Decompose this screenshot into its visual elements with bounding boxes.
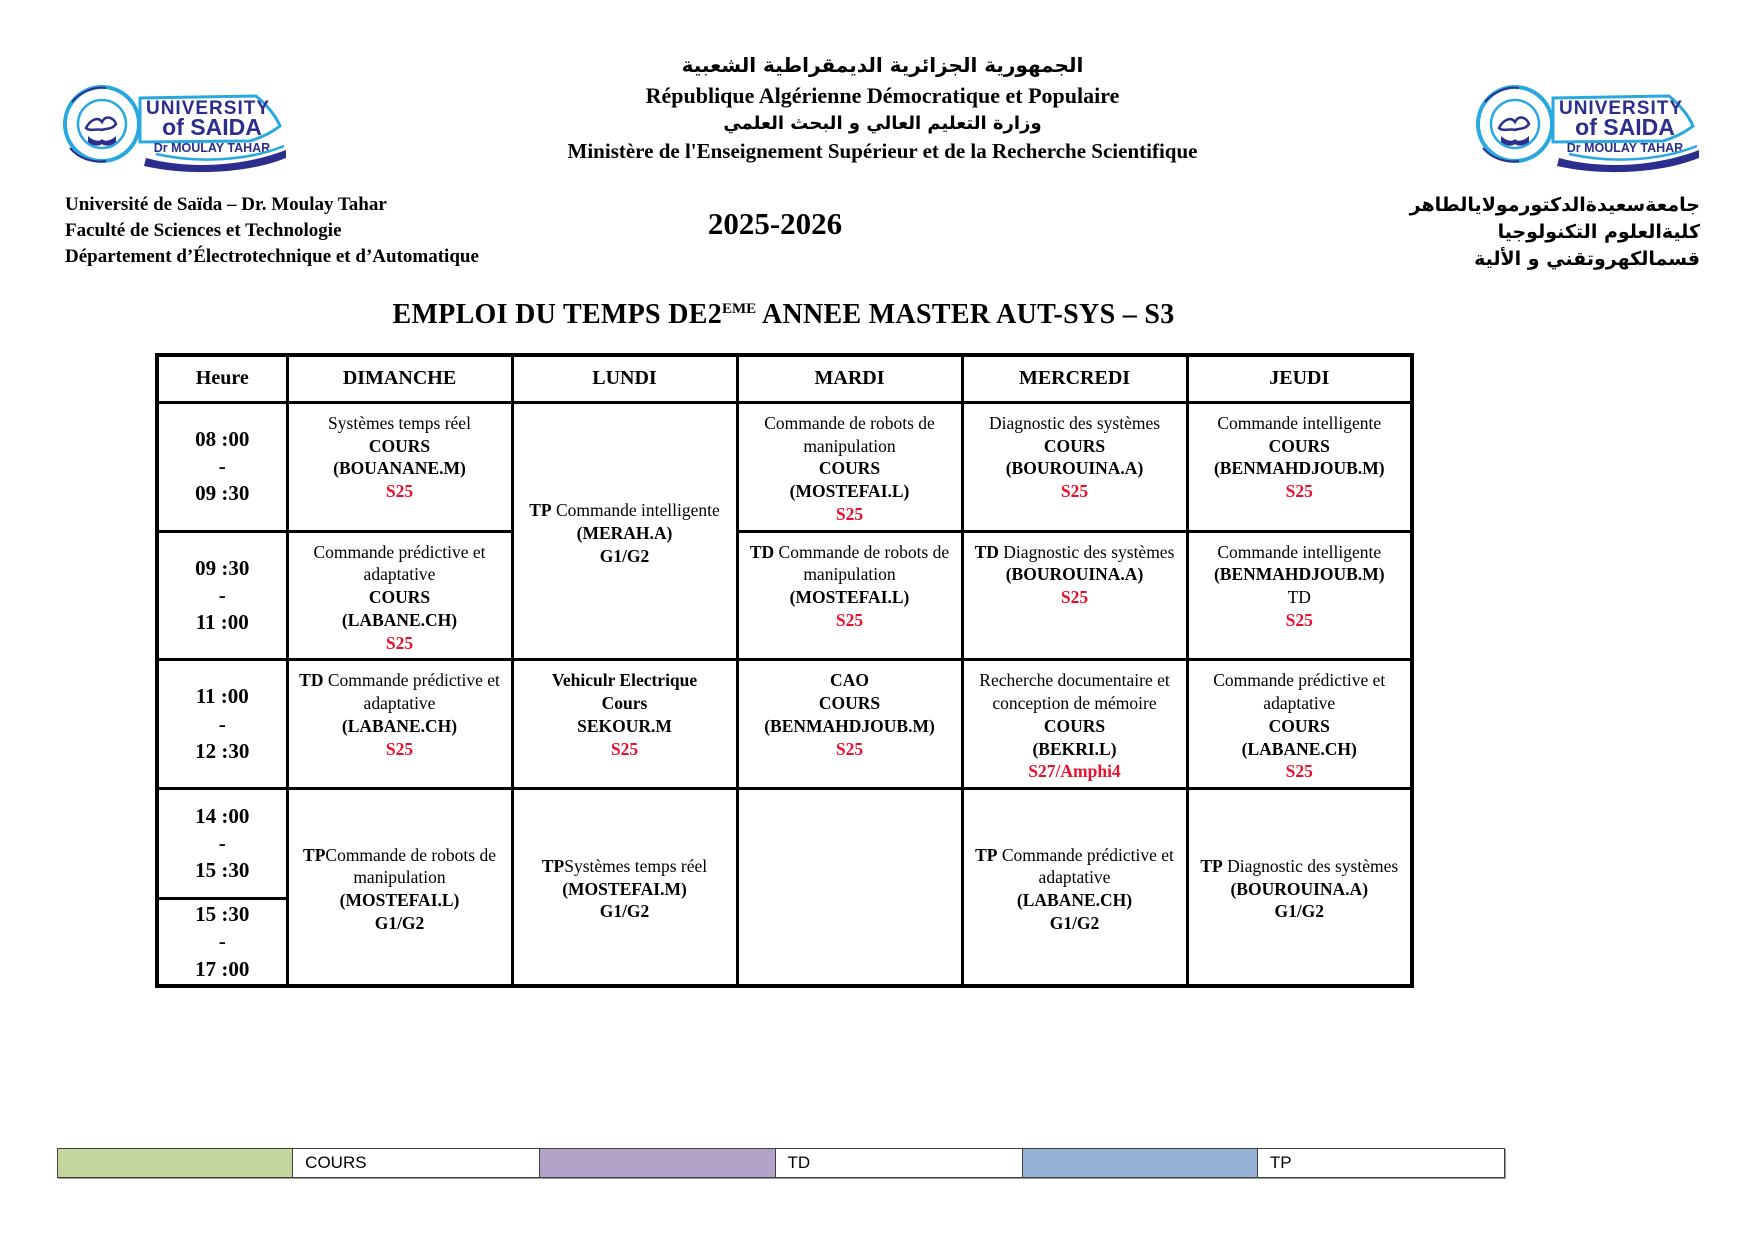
institution-french <box>65 192 610 271</box>
session-line: Commande prédictive et adaptative <box>1213 670 1386 714</box>
french-ministry-line: Ministère de l'Enseignement Supérieur et de la Recherche Scientifique <box>567 139 1198 164</box>
session-line: (MOSTEFAI.L) <box>789 587 910 608</box>
page-title-pre: EMPLOI DU TEMPS DE2 <box>392 298 723 330</box>
session-cell-jeudi-row2 <box>1187 660 1412 789</box>
session-line: (LABANE.CH) <box>1016 890 1133 911</box>
session-cell-mercredi-row3 <box>962 789 1187 986</box>
session-line: G1/G2 <box>1049 912 1100 933</box>
session-line: Systèmes temps réel <box>328 412 471 433</box>
session-line: TP Diagnostic des systèmes <box>1200 855 1399 876</box>
session-line: G1/G2 <box>599 545 650 566</box>
session-line: (MOSTEFAI.L) <box>339 890 460 911</box>
session-line: COURS <box>1268 715 1330 736</box>
session-line: Commande prédictive et adaptative <box>313 541 486 585</box>
session-line: COURS <box>818 693 881 714</box>
logo-text-saida: of SAIDA <box>162 114 262 140</box>
faculty-line: Faculté de Sciences et Technologie <box>65 220 342 242</box>
session-line: S25 <box>1285 481 1313 502</box>
session-cell-dimanche-row1 <box>287 531 512 660</box>
session-line: (BENMAHDJOUB.M) <box>1213 458 1385 479</box>
session-line: TD Commande de robots de manipulation <box>749 541 950 585</box>
time-slot-4: 15 :30 - 17 :00 <box>157 899 287 986</box>
session-cell-mardi-row2 <box>737 660 962 789</box>
session-line: S25 <box>1285 761 1313 782</box>
session-line: Commande intelligente <box>1217 541 1382 562</box>
faculty-line-ar: كليةالعلوم التكنولوجيا <box>1497 220 1700 243</box>
column-header-mardi: MARDI <box>737 355 962 403</box>
session-line: Diagnostic des systèmes <box>988 412 1161 433</box>
column-header-jeudi: JEUDI <box>1187 355 1412 403</box>
session-cell-dimanche-row2 <box>287 660 512 789</box>
session-line: G1/G2 <box>374 912 425 933</box>
legend-bar <box>57 1148 1505 1178</box>
session-cell-mardi-row3 <box>737 789 962 986</box>
university-logo-left <box>60 78 360 178</box>
session-line: (LABANE.CH) <box>341 609 458 630</box>
session-line: S25 <box>1060 481 1089 502</box>
logo-text-moulay-tahar: Dr MOULAY TAHAR <box>153 141 271 155</box>
department-line-ar: قسمالكهروتقني و الألية <box>1474 247 1700 270</box>
column-header-mercredi: MERCREDI <box>962 355 1187 403</box>
session-cell-lundi-row2 <box>512 660 737 789</box>
french-republic-line: République Algérienne Démocratique et Populaire <box>645 83 1120 109</box>
session-line: TPSystèmes temps réel <box>541 855 708 876</box>
column-header-lundi: LUNDI <box>512 355 737 403</box>
column-header-dimanche: DIMANCHE <box>287 355 512 403</box>
session-cell-lundi-row3 <box>512 789 737 986</box>
university-name-line-ar: جامعةسعيدةالدكتورمولايالطاهر <box>1409 194 1700 216</box>
session-cell-mardi-row1 <box>737 531 962 660</box>
session-line: (BOUANANE.M) <box>333 458 466 479</box>
session-cell-mercredi-row0 <box>962 402 1187 531</box>
session-cell-mercredi-row1 <box>962 531 1187 660</box>
session-line: TD Commande prédictive et adaptative <box>299 670 500 714</box>
session-line: G1/G2 <box>599 901 650 922</box>
cours-color-swatch <box>57 1148 293 1178</box>
session-line: COURS <box>818 458 881 479</box>
arabic-republic-line: الجمهورية الجزائرية الديمقراطية الشعبية <box>681 53 1084 77</box>
tp-label: TP <box>1257 1148 1505 1178</box>
session-line: (BOUROUINA.A) <box>1005 564 1144 585</box>
session-line: CAO <box>830 670 869 691</box>
session-line: (MERAH.A) <box>576 522 673 543</box>
session-line: (BENMAHDJOUB.M) <box>1213 564 1385 585</box>
session-line: COURS <box>1043 435 1106 456</box>
session-line: S25 <box>385 481 414 502</box>
session-cell-jeudi-row3 <box>1187 789 1412 986</box>
session-line: G1/G2 <box>1274 901 1325 922</box>
session-line: Recherche documentaire et conception de mémoire <box>979 670 1170 714</box>
document-header <box>0 0 1755 178</box>
logo-text-university: UNIVERSITY <box>145 98 271 119</box>
university-logo-right <box>1473 78 1705 178</box>
session-cell-lundi-row0 <box>512 402 737 660</box>
session-line: SEKOUR.M <box>577 715 672 736</box>
session-cell-jeudi-row0 <box>1187 402 1412 531</box>
session-line: (MOSTEFAI.M) <box>562 878 687 899</box>
session-line: (MOSTEFAI.L) <box>789 481 910 502</box>
page-title <box>155 299 1412 331</box>
university-name-line: Université de Saïda – Dr. Moulay Tahar <box>65 194 387 215</box>
session-line: Commande intelligente <box>1217 412 1382 433</box>
session-line: (LABANE.CH) <box>1241 738 1357 759</box>
session-cell-mercredi-row2 <box>962 660 1187 789</box>
official-header-text <box>360 52 1405 166</box>
tp-color-swatch <box>1022 1148 1258 1178</box>
session-line: S25 <box>835 609 864 630</box>
session-line: TD Diagnostic des systèmes <box>974 541 1175 562</box>
arabic-ministry-line: وزارة التعليم العالي و البحث العلمي <box>723 113 1042 135</box>
session-line: (LABANE.CH) <box>341 715 458 736</box>
time-slot-0: 08 :00 - 09 :30 <box>157 402 287 531</box>
logo-text-university: UNIVERSITY <box>1558 98 1684 119</box>
logo-text-moulay-tahar: Dr MOULAY TAHAR <box>1566 141 1684 155</box>
session-line: COURS <box>368 587 431 608</box>
session-line: COURS <box>1043 715 1106 736</box>
session-line: COURS <box>368 435 431 456</box>
time-slot-1: 09 :30 - 11 :00 <box>157 531 287 660</box>
university-logo-image <box>1473 78 1705 178</box>
session-cell-mardi-row0 <box>737 402 962 531</box>
university-logo-image <box>60 78 292 178</box>
session-line: Commande de robots de manipulation <box>764 412 935 456</box>
session-line: TPCommande de robots de manipulation <box>303 844 496 888</box>
session-line: COURS <box>1268 435 1330 456</box>
session-line: TP Commande prédictive et adaptative <box>975 844 1174 888</box>
session-line: S25 <box>1060 587 1089 608</box>
cours-label: COURS <box>292 1148 540 1178</box>
department-line: Département d’Électrotechnique et d’Automatique <box>65 246 479 268</box>
td-label: TD <box>775 1148 1023 1178</box>
session-line: S25 <box>1285 609 1313 630</box>
time-slot-3: 14 :00 - 15 :30 <box>157 789 287 899</box>
session-line: TD <box>1287 587 1311 608</box>
academic-year: 2025-2026 <box>707 206 843 241</box>
session-line: (BENMAHDJOUB.M) <box>764 715 935 736</box>
session-line: S27/Amphi4 <box>1028 761 1121 782</box>
page-title-superscript: EME <box>722 300 757 317</box>
td-color-swatch <box>539 1148 775 1178</box>
logo-text-saida: of SAIDA <box>1575 114 1675 140</box>
session-cell-dimanche-row3 <box>287 789 512 986</box>
session-line: S25 <box>835 738 864 759</box>
institution-block <box>0 178 1755 273</box>
timetable <box>155 353 1414 988</box>
institution-arabic <box>940 192 1700 273</box>
session-line: (BOUROUINA.A) <box>1230 878 1369 899</box>
session-line: TP Commande intelligente <box>529 500 720 521</box>
session-line: (BOUROUINA.A) <box>1005 458 1144 479</box>
session-cell-jeudi-row1 <box>1187 531 1412 660</box>
page-title-post: ANNEE MASTER AUT-SYS – S3 <box>756 298 1175 330</box>
session-line: S25 <box>385 632 414 653</box>
time-slot-2: 11 :00 - 12 :30 <box>157 660 287 789</box>
session-line: S25 <box>835 503 864 524</box>
session-line: (BEKRI.L) <box>1032 738 1117 759</box>
session-line: S25 <box>385 738 414 759</box>
column-header-heure: Heure <box>157 355 287 403</box>
session-line: Cours <box>601 693 648 714</box>
session-cell-dimanche-row0 <box>287 402 512 531</box>
session-line: S25 <box>610 738 639 759</box>
session-line: Vehiculr Electrique <box>551 670 698 691</box>
